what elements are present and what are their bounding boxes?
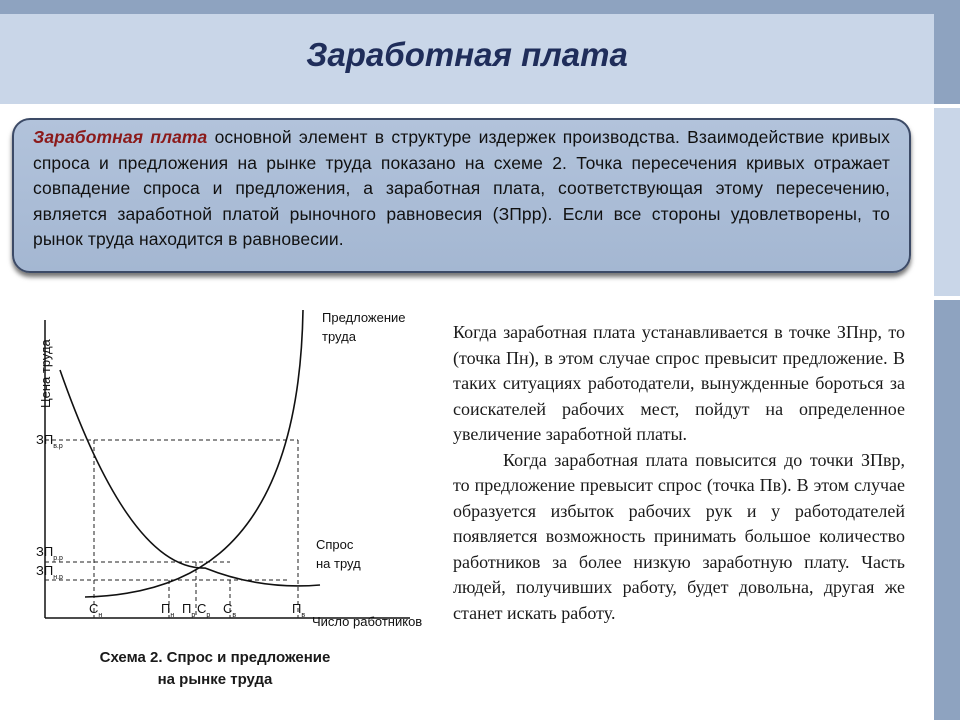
quantity-label: $П_р$ [182,601,196,619]
demand-label: на труд [316,556,361,571]
definition-box [12,118,911,273]
quantity-label: $П_н$ [161,601,175,619]
y-axis-label: Цена труда [38,339,53,408]
right-decor-rail [934,108,960,296]
definition-term: Заработная плата [33,127,208,147]
right-decor-rail [934,14,960,104]
diagram-caption [55,647,375,691]
supply-label: Предложение [322,310,406,325]
right-decor-rail [934,300,960,720]
explanation-text [453,320,905,626]
quantity-label: $С_р$ [197,601,211,619]
caption-line: на рынке труда [157,671,273,688]
labor-market-diagram [30,300,440,640]
page-title: Заработная плата [306,36,628,73]
paragraph: Когда заработная плата устанавливается в точке ЗПнр, то (точка Пн), в этом случае спрос превысит предложение. В таких ситуациях работодатели, вынужденные бороться за соискателей рабочих мест, пойдут на определенное увеличение заработной платы. [453,322,905,444]
definition-text: основной элемент в структуре издержек производства. Взаимодействие кривых спроса и предложения на рынке труда показано на схеме 2. Точка пересечения кривых отражает совпадение спроса и предложения, а заработная плата, соответствующая этому пересечению, является заработной платой рыночного равновесия (ЗПрр). Если все стороны удовлетворены, то рынок труда находится в равновесии. [33,127,890,249]
wage-label-high: $ЗП_{в.р}$ [36,432,63,450]
demand-label: Спрос [316,537,354,552]
quantity-label: $С_н$ [89,601,103,619]
quantity-label: $П_в$ [292,601,306,619]
demand-curve [60,370,320,586]
top-decor-strip [0,0,960,14]
paragraph: Когда заработная плата повысится до точки ЗПвр, то предложение превысит спрос (точка Пв). В этом случае образуется избыток рабочих рук и у работодателей появляется возможность принимать большое количество работников за более низкую заработную плату. Часть людей, получивших работу, будет довольна, другая же станет искать работу. [453,449,905,623]
wage-label-equilibrium: $ЗП_{р.р}$ [36,544,63,562]
supply-label: труда [322,329,356,344]
wage-label-low: $ЗП_{н.р}$ [36,563,63,581]
quantity-label: $С_в$ [223,601,237,619]
caption-line: Схема 2. Спрос и предложение [99,649,331,666]
supply-curve [85,310,303,597]
x-axis-label: Число работников [312,614,423,629]
guide-lines [45,440,298,618]
